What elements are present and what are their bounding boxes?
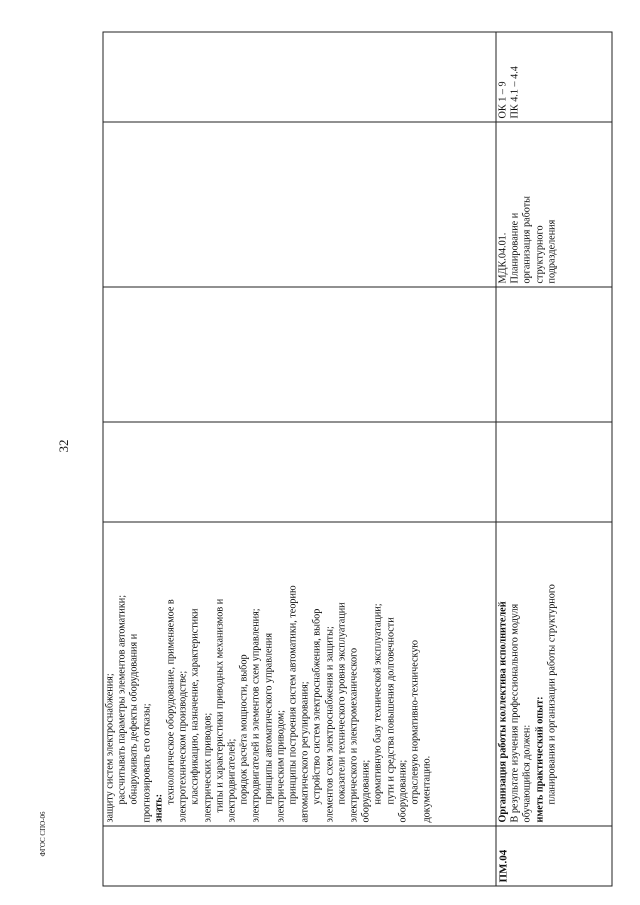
cell-index <box>103 826 496 886</box>
desc-line: обучающийся должен: <box>521 724 533 822</box>
cell-competencies <box>496 32 612 122</box>
desc-line: прогнозировать его отказы; <box>140 702 152 822</box>
desc-line: пути и средства повышения долговечности <box>384 616 396 804</box>
table-row-lower <box>496 32 612 886</box>
rotated-table-wrapper <box>102 32 611 886</box>
desc-line: принципы автоматического управления <box>262 632 274 804</box>
module-title: Организация работы коллектива исполнителей <box>497 600 508 822</box>
desc-line: отраслевую нормативно-техническую <box>409 639 421 804</box>
desc-heading-know: знать: <box>152 793 164 822</box>
discipline-line: МДК.04.01. <box>497 232 508 283</box>
desc-line: показатели технического уровня эксплуатации <box>335 601 347 804</box>
desc-line: классификацию, назначение, характеристики <box>189 607 201 804</box>
desc-line: электротехническом производстве; <box>177 670 189 822</box>
desc-line: технологическое оборудование, применяемое в <box>165 598 177 804</box>
table-frame <box>102 32 611 886</box>
cell-discipline <box>496 122 612 287</box>
cell-hours-class <box>103 287 496 422</box>
cell-hours-class <box>496 287 612 422</box>
desc-line: принципы построения систем автоматики, теорию <box>287 584 299 804</box>
cell-module-description <box>496 522 612 826</box>
desc-line: оборудования; <box>396 759 408 822</box>
desc-line: электрическим приводом; <box>274 709 286 822</box>
desc-line: устройство систем электроснабжения, выбор <box>311 608 323 804</box>
discipline-line: Планирование и <box>509 212 521 283</box>
desc-line: электрического и электромеханического <box>348 647 360 822</box>
cell-competencies <box>103 32 496 122</box>
cell-module-code: ПМ.04 <box>496 826 612 886</box>
page-number: 32 <box>56 439 71 453</box>
competency-line: ОК 1 – 9 <box>497 80 508 118</box>
desc-line: электродвигателей; <box>226 738 238 822</box>
desc-line: рассчитывать параметры элементов автоматики; <box>116 594 128 804</box>
cell-discipline <box>103 122 496 287</box>
desc-line: обнаруживать дефекты оборудования и <box>128 633 140 804</box>
desc-line: элементов схем электроснабжения и защиты; <box>323 625 335 822</box>
desc-line: типы и характеристики приводных механизмов и <box>213 598 225 812</box>
table-row-upper <box>103 32 496 886</box>
discipline-line: организация работы <box>521 195 533 283</box>
desc-line: электрических приводов; <box>201 712 213 822</box>
desc-line: автоматического регулирования; <box>299 680 311 822</box>
competency-line: ПК 4.1 – 4.4 <box>509 65 521 118</box>
footer-document-code: ФГОС СПО-06 <box>39 811 47 857</box>
cell-hours-max <box>103 422 496 522</box>
curriculum-table <box>102 31 612 886</box>
desc-line: нормативную базу технической эксплуатации; <box>372 602 384 804</box>
discipline-line: структурного <box>533 224 545 283</box>
desc-heading-experience: иметь практический опыт: <box>533 695 545 822</box>
desc-line: защиту систем электроснабжения; <box>104 672 115 822</box>
cell-description <box>103 522 496 826</box>
desc-line: документацию. <box>421 755 433 822</box>
desc-line: порядок расчёта мощности, выбор <box>238 653 250 804</box>
discipline-line: подразделения <box>545 219 557 283</box>
desc-line: В результате изучения профессионального модуля <box>509 603 521 822</box>
desc-line: электродвигателей и элементов схем управления; <box>250 607 262 822</box>
desc-line: планирования и организации работы структурного <box>545 583 557 804</box>
cell-hours-max <box>496 422 612 522</box>
desc-line: оборудования; <box>360 759 372 822</box>
